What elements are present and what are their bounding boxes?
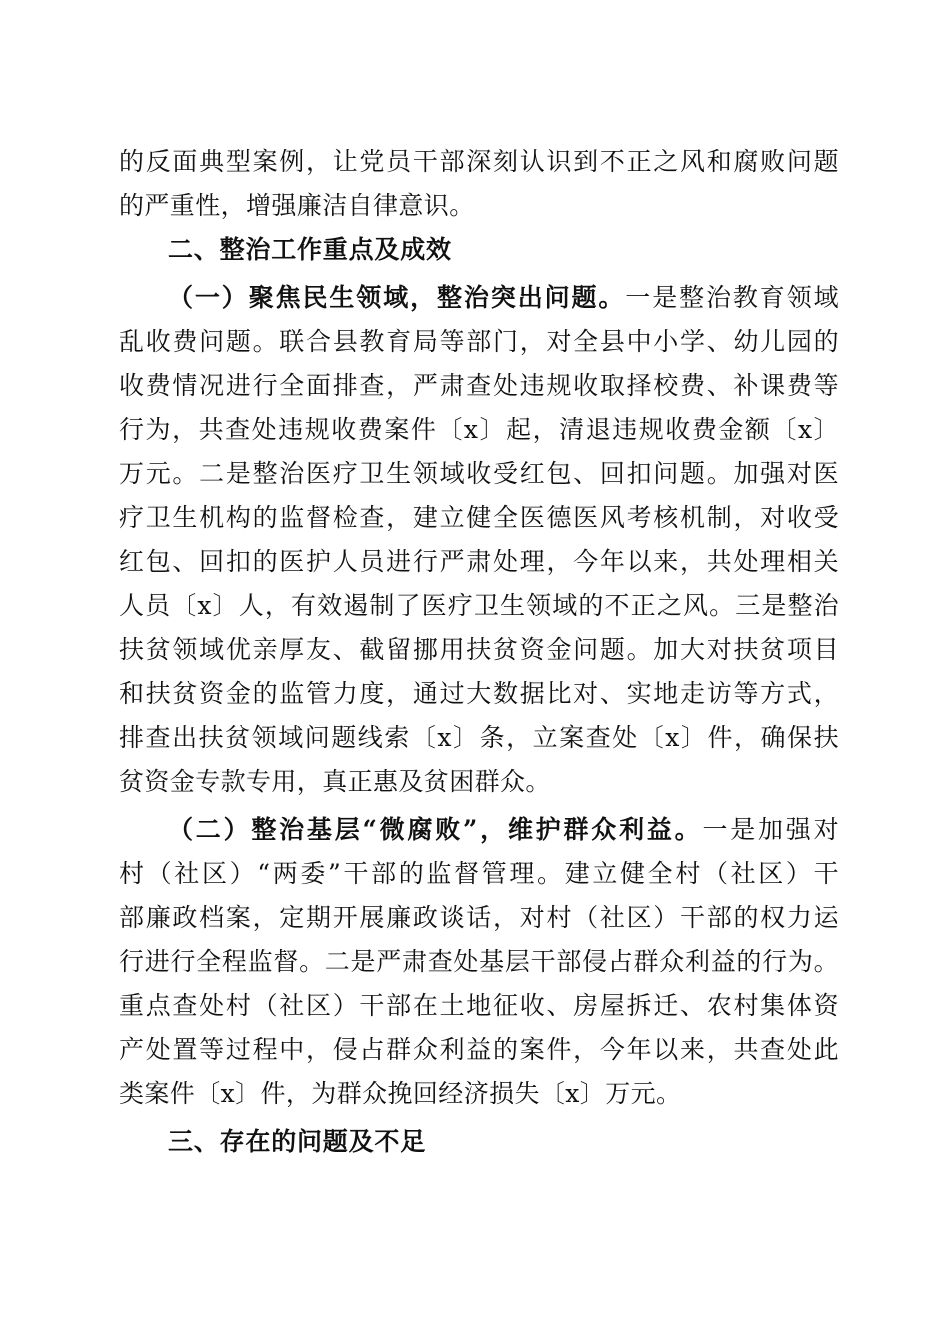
paragraph-line: 疗卫生机构的监督检查，建立健全医德医风考核机制，对收受 xyxy=(119,503,839,532)
paragraph-line: （二）整治基层“微腐败”，维护群众利益。一是加强对 xyxy=(168,815,839,844)
paragraph-line: 村（社区）“两委”干部的监督管理。建立健全村（社区）干 xyxy=(119,859,839,888)
paragraph-line: 乱收费问题。联合县教育局等部门，对全县中小学、幼儿园的 xyxy=(119,327,839,356)
subsection-heading-1: （一）聚焦民生领域，整治突出问题。 xyxy=(168,283,626,312)
paragraph-line: 和扶贫资金的监管力度，通过大数据比对、实地走访等方式， xyxy=(119,679,839,708)
section-heading-3: 三、存在的问题及不足 xyxy=(168,1127,427,1156)
subsection-heading-2: （二）整治基层“微腐败”，维护群众利益。 xyxy=(168,815,703,844)
paragraph-line: 贫资金专款专用，真正惠及贫困群众。 xyxy=(119,767,551,796)
paragraph-line: 的反面典型案例，让党员干部深刻认识到不正之风和腐败问题 xyxy=(119,147,839,176)
paragraph-line: 行为，共查处违规收费案件〔x〕起，清退违规收费金额〔x〕 xyxy=(119,415,839,444)
paragraph-line: 排查出扶贫领域问题线索〔x〕条，立案查处〔x〕件，确保扶 xyxy=(119,723,839,752)
paragraph-line: （一）聚焦民生领域，整治突出问题。一是整治教育领域 xyxy=(168,283,839,312)
paragraph-line: 红包、回扣的医护人员进行严肃处理，今年以来，共处理相关 xyxy=(119,547,839,576)
paragraph-line: 重点查处村（社区）干部在土地征收、房屋拆迁、农村集体资 xyxy=(119,991,839,1020)
paragraph-line: 收费情况进行全面排查，严肃查处违规收取择校费、补课费等 xyxy=(119,371,839,400)
paragraph-line: 类案件〔x〕件，为群众挽回经济损失〔x〕万元。 xyxy=(119,1079,682,1108)
paragraph-line: 扶贫领域优亲厚友、截留挪用扶贫资金问题。加大对扶贫项目 xyxy=(119,635,839,664)
paragraph-line: 部廉政档案，定期开展廉政谈话，对村（社区）干部的权力运 xyxy=(119,903,839,932)
paragraph-line: 的严重性，增强廉洁自律意识。 xyxy=(119,191,475,220)
paragraph-line: 人员〔x〕人，有效遏制了医疗卫生领域的不正之风。三是整治 xyxy=(119,591,839,620)
section-heading-2: 二、整治工作重点及成效 xyxy=(168,235,452,264)
paragraph-line: 产处置等过程中，侵占群众利益的案件，今年以来，共查处此 xyxy=(119,1035,839,1064)
paragraph-line: 行进行全程监督。二是严肃查处基层干部侵占群众利益的行为。 xyxy=(119,947,839,976)
paragraph-line: 万元。二是整治医疗卫生领域收受红包、回扣问题。加强对医 xyxy=(119,459,839,488)
